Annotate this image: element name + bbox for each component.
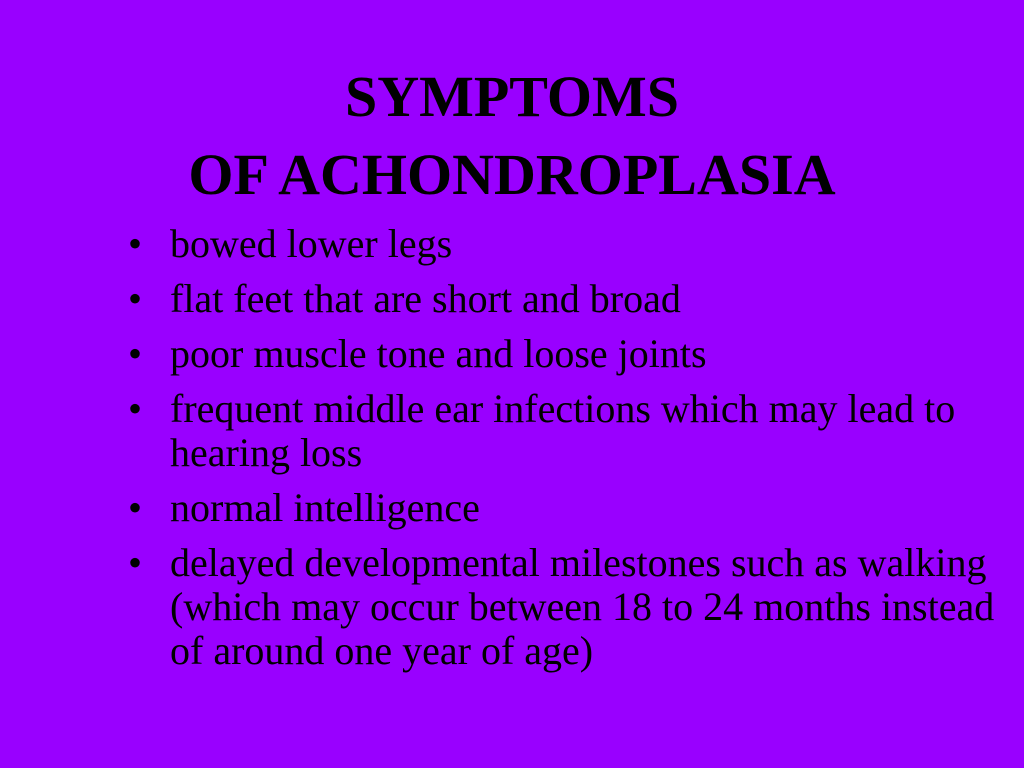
bullet-text: bowed lower legs (170, 221, 453, 266)
bullet-text: flat feet that are short and broad (170, 276, 681, 321)
bullet-list (128, 222, 998, 684)
bullet-item (128, 486, 998, 530)
bullet-point-icon: • (128, 221, 143, 266)
bullet-text: delayed developmental milestones such as walking (which may occur between 18 to 24 months instead of around one year of age) (170, 540, 995, 673)
title-line-2: OF ACHONDROPLASIA (188, 142, 836, 207)
bullet-text: frequent middle ear infections which may lead to hearing loss (170, 386, 956, 475)
bullet-item (128, 541, 998, 673)
bullet-item (128, 387, 998, 475)
bullet-point-icon: • (128, 540, 143, 585)
bullet-text: poor muscle tone and loose joints (170, 331, 707, 376)
bullet-point-icon: • (128, 331, 143, 376)
bullet-point-icon: • (128, 276, 143, 321)
bullet-point-icon: • (128, 386, 143, 431)
bullet-item (128, 222, 998, 266)
bullet-item (128, 332, 998, 376)
title-line-1: SYMPTOMS (344, 64, 680, 129)
slide-title (0, 58, 1024, 214)
bullet-point-icon: • (128, 485, 143, 530)
bullet-text: normal intelligence (170, 485, 480, 530)
bullet-item (128, 277, 998, 321)
